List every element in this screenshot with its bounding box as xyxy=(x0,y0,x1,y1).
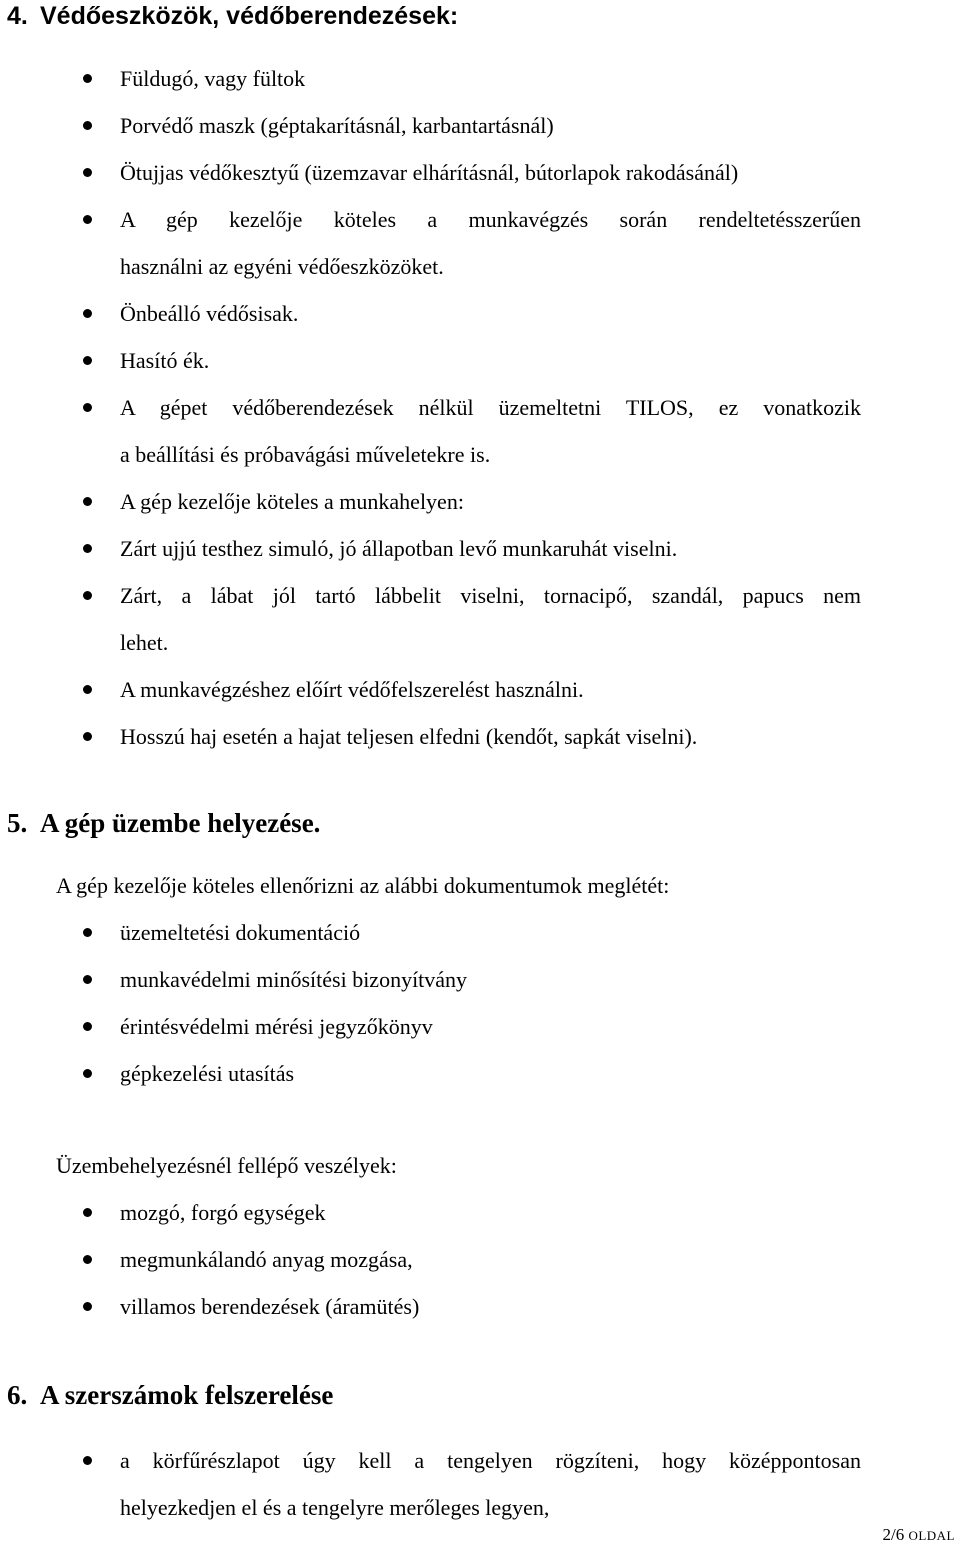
bullet-icon xyxy=(83,403,92,412)
bullet-icon xyxy=(83,168,92,177)
page-footer xyxy=(882,1524,955,1547)
list-item: A munkavégzéshez előírt védőfelszerelést használni. xyxy=(0,666,861,713)
list-item: megmunkálandó anyag mozgása, xyxy=(0,1236,419,1283)
list-item: Porvédő maszk (géptakarításnál, karbantartásnál) xyxy=(0,102,861,149)
bullet-icon xyxy=(83,544,92,553)
bullet-icon xyxy=(83,1208,92,1217)
list-item-continuation: helyezkedjen el és a tengelyre merőleges legyen, xyxy=(120,1495,550,1520)
bullet-icon xyxy=(83,591,92,600)
bullet-icon xyxy=(83,121,92,130)
list-item: gépkezelési utasítás xyxy=(0,1050,467,1097)
list-item-continuation: használni az egyéni védőeszközöket. xyxy=(120,254,444,279)
bullet-icon xyxy=(83,309,92,318)
list-item: a körfűrészlapot úgy kell a tengelyen rögzíteni, hogy középpontosan xyxy=(0,1437,861,1484)
list-item: munkavédelmi minősítési bizonyítvány xyxy=(0,956,467,1003)
section-6-title: A szerszámok felszerelése xyxy=(40,1380,334,1410)
tools-list xyxy=(0,1437,861,1531)
list-item: Önbeálló védősisak. xyxy=(0,290,861,337)
list-item: A gép kezelője köteles a munkavégzés során rendeltetésszerűen xyxy=(0,196,861,243)
page-number: 2/6 xyxy=(882,1525,905,1544)
bullet-icon xyxy=(83,928,92,937)
list-item: üzemeltetési dokumentáció xyxy=(0,909,467,956)
list-item: Zárt, a lábat jól tartó lábbelit viselni, tornacipő, szandál, papucs nem xyxy=(0,572,861,619)
list-item: A gépet védőberendezések nélkül üzemeltetni TILOS, ez vonatkozik xyxy=(0,384,861,431)
section-5-heading xyxy=(7,807,320,839)
list-item: mozgó, forgó egységek xyxy=(0,1189,419,1236)
list-item: Ötujjas védőkesztyű (üzemzavar elhárításnál, bútorlapok rakodásánál) xyxy=(0,149,861,196)
bullet-icon xyxy=(83,1069,92,1078)
section-5-number: 5. xyxy=(7,808,28,838)
protective-equipment-list xyxy=(0,55,861,760)
documents-intro: A gép kezelője köteles ellenőrizni az alábbi dokumentumok meglétét: xyxy=(56,873,670,898)
bullet-icon xyxy=(83,1022,92,1031)
list-item: Hosszú haj esetén a hajat teljesen elfedni (kendőt, sapkát viselni). xyxy=(0,713,861,760)
section-4-heading xyxy=(7,0,458,32)
list-item: Zárt ujjú testhez simuló, jó állapotban levő munkaruhát viselni. xyxy=(0,525,861,572)
page-label: OLDAL xyxy=(908,1528,955,1543)
list-item: Hasító ék. xyxy=(0,337,861,384)
list-item: Füldugó, vagy fültok xyxy=(0,55,861,102)
list-item: villamos berendezések (áramütés) xyxy=(0,1283,419,1330)
bullet-icon xyxy=(83,356,92,365)
hazards-list xyxy=(0,1189,419,1330)
section-4-title: Védőeszközök, védőberendezések: xyxy=(40,2,459,30)
section-4-number: 4. xyxy=(7,2,28,30)
bullet-icon xyxy=(83,1255,92,1264)
documents-list xyxy=(0,909,467,1097)
bullet-icon xyxy=(83,1456,92,1465)
section-6-heading xyxy=(7,1379,333,1411)
section-5-title: A gép üzembe helyezése. xyxy=(40,808,321,838)
bullet-icon xyxy=(83,497,92,506)
bullet-icon xyxy=(83,685,92,694)
bullet-icon xyxy=(83,732,92,741)
list-item-continuation: a beállítási és próbavágási műveletekre is. xyxy=(120,442,491,467)
bullet-icon xyxy=(83,215,92,224)
bullet-icon xyxy=(83,74,92,83)
hazards-intro: Üzembehelyezésnél fellépő veszélyek: xyxy=(56,1153,397,1178)
section-6-number: 6. xyxy=(7,1380,28,1410)
bullet-icon xyxy=(83,975,92,984)
bullet-icon xyxy=(83,1302,92,1311)
list-item: érintésvédelmi mérési jegyzőkönyv xyxy=(0,1003,467,1050)
list-item: A gép kezelője köteles a munkahelyen: xyxy=(0,478,861,525)
list-item-continuation: lehet. xyxy=(120,630,169,655)
